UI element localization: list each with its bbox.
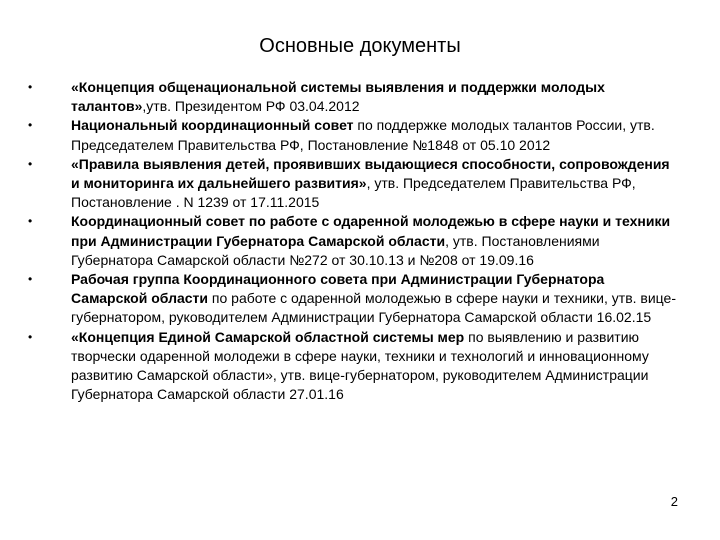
document-details: по поддержке молодых талантов России, утв. Председателем Правительства РФ, Постановление №1848 от 05.10 2012 [71, 117, 655, 153]
document-name: «Концепция Единой Самарской областной системы мер [71, 328, 465, 345]
list-item-text [71, 213, 670, 267]
list-item [0, 78, 720, 116]
list-item [0, 212, 720, 270]
document-name: «Правила выявления детей, проявивших выдающиеся способности, сопровождения и мониторинга их дальнейшего развития» [71, 155, 670, 192]
list-item-text [71, 271, 676, 325]
bullet-icon: • [28, 118, 33, 133]
document-name: Рабочая группа Координационного совета при Администрации Губернатора Самарской области [71, 271, 605, 307]
document-name: «Концепция общенациональной системы выявления и поддержки молодых талантов» [71, 79, 605, 115]
document-details: , утв. Председателем Правительства РФ, Постановление . N 1239 от 17.11.2015 [71, 175, 636, 211]
document-details: по работе с одаренной молодежью в сфере науки и техники, утв. вице-губернатором, руководителем Администрации Губернатора Самарской области 16.02.15 [71, 290, 676, 326]
bullet-icon: • [28, 80, 33, 94]
list-item [0, 328, 720, 405]
bullet-icon: • [28, 329, 33, 344]
list-item-text [71, 79, 605, 114]
document-name: Национальный координационный совет [71, 117, 354, 134]
list-item-text [71, 156, 670, 210]
bullet-icon: • [28, 214, 33, 229]
list-item [0, 116, 720, 154]
list-item-text [71, 329, 649, 403]
documents-list [0, 78, 720, 404]
slide-title: Основные документы [259, 35, 461, 57]
document-details: , утв. Постановлениями Губернатора Самарской области №272 от 30.10.13 и №208 от 19.09.16 [71, 232, 600, 268]
bullet-icon: • [28, 156, 33, 171]
document-details: по выявлению и развитию творчески одаренной молодежи в сфере науки, техники и технологий и инновационному развитию Самарской области», утв. вице-губернатором, руководителем Администрации Губернатора Самарской области 27.01.16 [71, 328, 649, 403]
list-item-text [71, 117, 655, 152]
list-item [0, 155, 720, 213]
bullet-icon: • [28, 272, 33, 287]
document-name: Координационный совет по работе с одаренной молодежью в сфере науки и техники при Администрации Губернатора Самарской области [71, 213, 671, 249]
list-item [0, 270, 720, 328]
page-number: 2 [670, 494, 678, 509]
document-details: ,утв. Президентом РФ 03.04.2012 [142, 98, 360, 115]
